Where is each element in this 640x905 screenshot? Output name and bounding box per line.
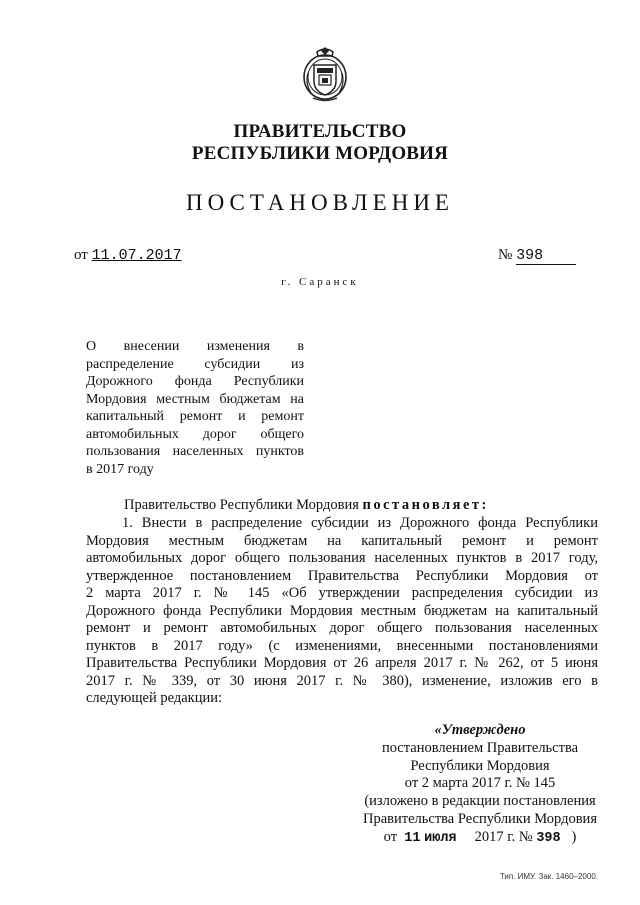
number-prefix: № bbox=[498, 247, 513, 263]
document-date bbox=[74, 247, 182, 264]
paragraph-1 bbox=[86, 515, 598, 708]
approval-line: (изложено в редакции постановления bbox=[364, 793, 596, 810]
city-name: г. Саранск bbox=[281, 276, 359, 288]
coat-of-arms-icon bbox=[301, 43, 349, 105]
approval-line: Правительства Республики Мордовия bbox=[363, 810, 597, 827]
decree-intro bbox=[86, 497, 598, 515]
subject-line: в 2017 году bbox=[86, 461, 154, 477]
approval-block bbox=[350, 722, 610, 848]
approval-year: 2017 г. № bbox=[474, 828, 533, 845]
subject-line: Дорожного фонда Республики bbox=[86, 374, 304, 389]
intro-resolves: постановляет: bbox=[362, 497, 489, 513]
paragraph-line: 2 марта 2017 г. № 145 «Об утверждении распределения субсидии из bbox=[86, 585, 598, 601]
paragraph-line: автомобильных дорог общего пользования населенных пунктов в 2017 году, bbox=[86, 550, 598, 566]
subject-line: Мордовия местным бюджетам на bbox=[86, 391, 304, 407]
number-value: 398 bbox=[516, 247, 544, 264]
org-name-line1: ПРАВИТЕЛЬСТВО bbox=[233, 121, 407, 142]
approval-date-line bbox=[350, 829, 610, 848]
print-info: Тип. ИМУ. Зак. 1460–2000. bbox=[499, 872, 598, 881]
subject-line: пользования населенных пунктов bbox=[86, 444, 304, 459]
subject-line: распределение субсидии из bbox=[86, 356, 304, 372]
approval-number: 398 bbox=[536, 830, 561, 846]
subject-line: капитальный ремонт и ремонт bbox=[86, 409, 304, 424]
subject-line: О внесении изменения в bbox=[86, 339, 304, 354]
paragraph-line: Мордовия местным бюджетам на капитальный ремонт и ремонт bbox=[86, 532, 598, 549]
decree-subject bbox=[86, 338, 304, 478]
paragraph-line: Дорожного фонда Республики Мордовия местным бюджетам на капитальный bbox=[86, 602, 598, 619]
document-type-title: ПОСТАНОВЛЕНИЕ bbox=[186, 190, 454, 215]
paragraph-line: следующей редакции: bbox=[86, 690, 223, 706]
org-name-line2: РЕСПУБЛИКИ МОРДОВИЯ bbox=[191, 143, 449, 164]
paragraph-line: пунктов в 2017 году» (с изменениями, внесенными постановлениями bbox=[86, 637, 598, 654]
approval-line: постановлением Правительства bbox=[381, 739, 579, 756]
paragraph-line: утвержденное постановлением Правительства Республики Мордовия от bbox=[86, 567, 598, 584]
paragraph-line: 2017 г. № 339, от 30 июня 2017 г. № 380), изменение, изложив его в bbox=[86, 672, 598, 689]
paragraph-line: ремонт и ремонт автомобильных дорог общего пользования населенных bbox=[86, 620, 598, 636]
approval-heading: «Утверждено bbox=[434, 722, 526, 738]
approval-line: Республики Мордовия bbox=[410, 757, 550, 774]
paragraph-line: Правительства Республики Мордовия от 26 апреля 2017 г. № 262, от 5 июня bbox=[86, 655, 598, 671]
intro-text: Правительство Республики Мордовия bbox=[124, 497, 359, 513]
approval-line: от 2 марта 2017 г. № 145 bbox=[404, 775, 556, 792]
subject-line: автомобильных дорог общего bbox=[86, 426, 304, 442]
date-value: 11.07.2017 bbox=[91, 247, 182, 264]
approval-date-prefix: от bbox=[383, 828, 398, 845]
approval-day: 11 bbox=[404, 830, 421, 846]
paragraph-line: 1. Внести в распределение субсидии из Дорожного фонда Республики bbox=[122, 515, 598, 531]
approval-month: июля bbox=[424, 830, 457, 846]
date-prefix: от bbox=[74, 247, 88, 263]
document-number bbox=[498, 247, 576, 265]
approval-close: ) bbox=[571, 828, 577, 845]
